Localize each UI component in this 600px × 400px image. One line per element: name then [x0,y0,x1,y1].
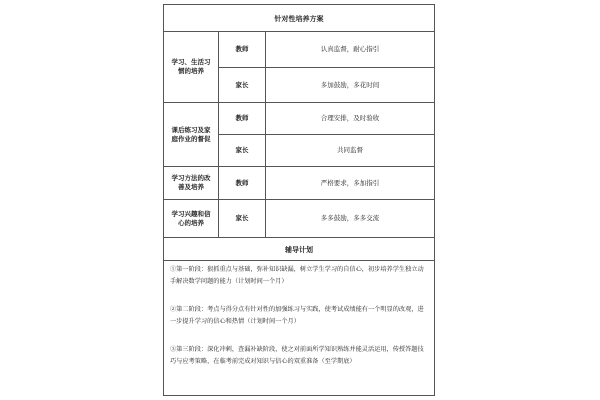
role-content: 多多鼓励，多多交流 [320,214,380,222]
group-row [164,103,434,167]
role-content: 多加鼓励，多花时间 [320,80,380,89]
plan-title: 辅导计划 [285,244,313,254]
role-parent: 家长 [235,146,249,154]
group-row [164,200,434,238]
title-row [164,5,434,32]
plan-document [163,4,435,396]
role-teacher: 教师 [235,178,249,187]
group-label: 学习、生活习惯的培养 [171,58,211,75]
group-label: 课后练习及家庭作业的督促 [171,125,211,143]
group-label: 学习兴趣和信心的培养 [171,209,211,227]
plan-paragraph: ①第一阶段：狠抓重点与基础，弥补知识缺漏，树立学生学习的自信心，初步培养学生独立动手解决数学问题的能力（计划时间一个月） [170,266,424,285]
role-parent: 家长 [235,80,249,89]
plan-title-row [164,238,434,261]
plan-paragraph: ②第二阶段：考点与得分点有针对性的加强练习与实践，使考试成绩能有一个明显的改观，进一步提升学习的信心和热情（计划时间一个月） [170,306,424,325]
role-content: 严格要求，多加指引 [320,178,380,187]
group-row [164,32,434,103]
document-title: 针对性培养方案 [274,13,324,23]
plan-body [164,261,434,395]
group-label: 学习方法的改善及培养 [171,174,211,191]
role-parent: 家长 [235,214,249,222]
role-teacher: 教师 [235,45,249,53]
role-content: 认真监督，耐心指引 [320,45,380,53]
role-content: 合理安排，及时验收 [320,114,380,122]
role-content: 共同监督 [337,146,363,154]
role-teacher: 教师 [235,114,249,122]
plan-paragraph: ③第三阶段：深化冲刺，查漏补缺阶段，使之对前面所学知识熟练并能灵活运用，传授答题技巧与应考策略，在临考前完成对知识与信心的双重准备（至学期底） [170,346,424,365]
group-row [164,167,434,200]
